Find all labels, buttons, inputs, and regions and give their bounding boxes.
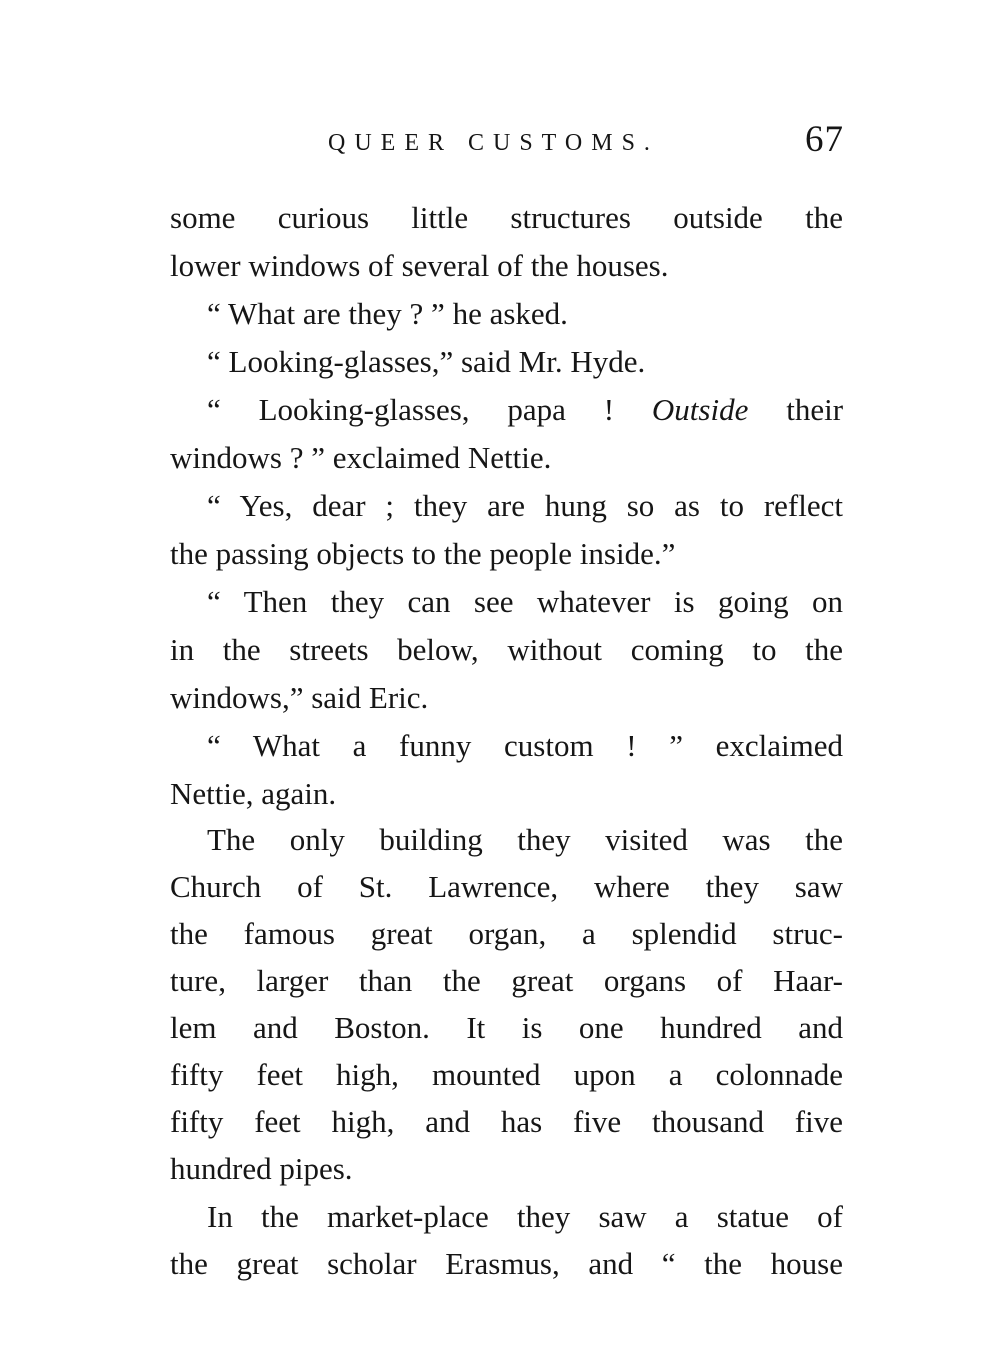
text-line: lower windows of several of the houses. bbox=[170, 248, 669, 283]
text-line: some curious little structures outside the bbox=[170, 200, 843, 235]
text-line: Church of St. Lawrence, where they saw bbox=[170, 869, 843, 904]
text-line: “ Yes, dear ; they are hung so as to reflect bbox=[207, 488, 843, 523]
text-run: “ Looking-glasses, papa ! bbox=[207, 392, 615, 427]
text-line bbox=[207, 390, 843, 430]
text-line: the passing objects to the people inside.” bbox=[170, 536, 676, 571]
text-line: windows ? ” exclaimed Nettie. bbox=[170, 440, 552, 475]
text-line: The only building they visited was the bbox=[207, 822, 843, 857]
italic-emphasis: Outside bbox=[651, 392, 749, 427]
running-head bbox=[170, 118, 846, 168]
text-line: “ What a funny custom ! ” exclaimed bbox=[207, 728, 843, 763]
text-line: Nettie, again. bbox=[170, 776, 337, 811]
text-line: in the streets below, without coming to the bbox=[170, 632, 843, 667]
text-line: fifty feet high, and has five thousand five bbox=[170, 1104, 843, 1139]
text-line: fifty feet high, mounted upon a colonnade bbox=[170, 1057, 843, 1092]
running-title: QUEER CUSTOMS. bbox=[328, 130, 659, 156]
text-line: In the market-place they saw a statue of bbox=[207, 1199, 843, 1234]
text-line: “ What are they ? ” he asked. bbox=[207, 296, 568, 331]
text-line: the great scholar Erasmus, and “ the house bbox=[170, 1246, 843, 1281]
text-line: the famous great organ, a splendid struc- bbox=[170, 916, 843, 951]
text-run: their bbox=[786, 392, 844, 427]
text-line: “ Looking-glasses,” said Mr. Hyde. bbox=[207, 344, 646, 379]
text-line: hundred pipes. bbox=[170, 1151, 353, 1186]
text-line: ture, larger than the great organs of Haar- bbox=[170, 963, 843, 998]
page-number: 67 bbox=[805, 119, 844, 160]
text-line: windows,” said Eric. bbox=[170, 680, 429, 715]
text-line: lem and Boston. It is one hundred and bbox=[170, 1010, 843, 1045]
text-line: “ Then they can see whatever is going on bbox=[207, 584, 843, 619]
